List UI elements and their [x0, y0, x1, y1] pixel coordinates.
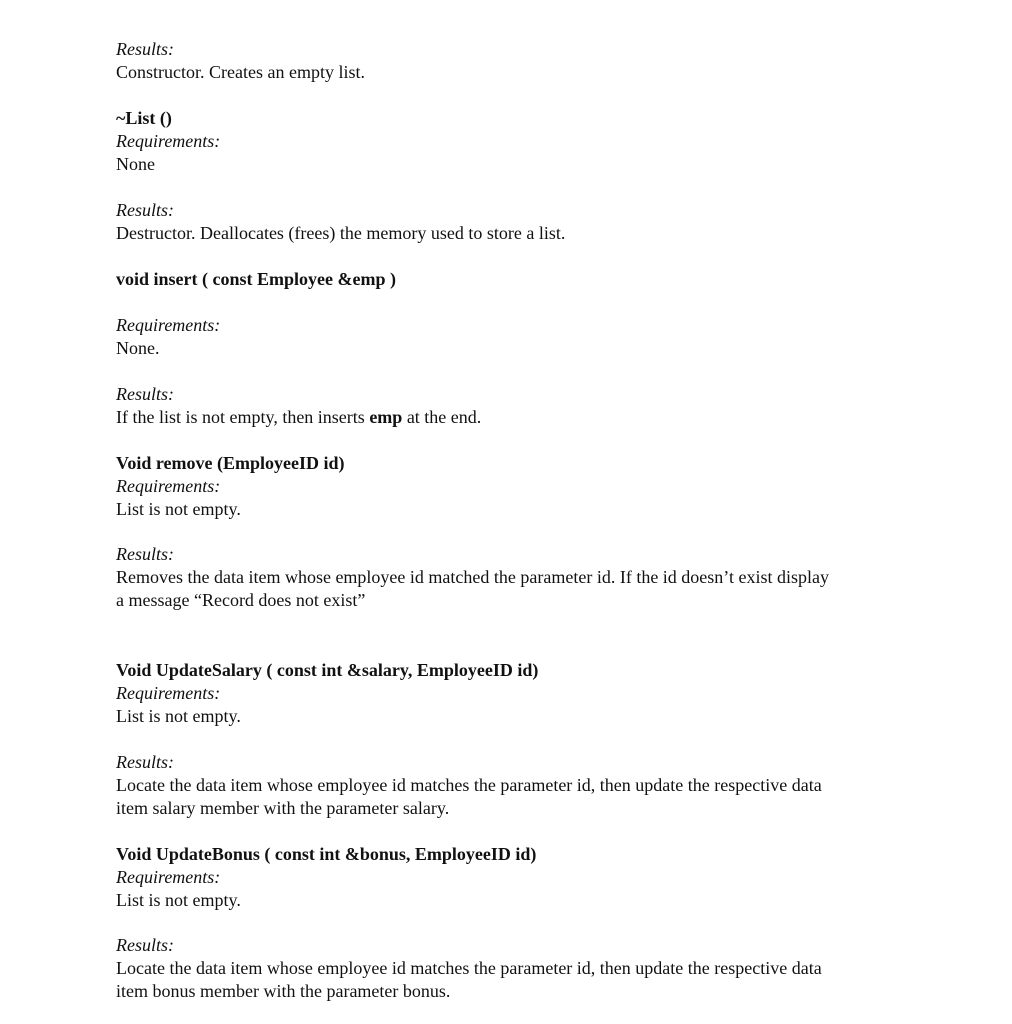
insert-results-text — [116, 406, 481, 429]
update-salary-requirements-label: Requirements: — [116, 683, 221, 703]
insert-requirements-label: Requirements: — [116, 315, 221, 335]
insert-results-emp: emp — [369, 407, 403, 427]
destructor-signature: ~List () — [116, 108, 172, 128]
constructor-results-text: Constructor. Creates an empty list. — [116, 62, 365, 82]
update-salary-results-label: Results: — [116, 752, 174, 772]
update-salary-results-line1: Locate the data item whose employee id matches the parameter id, then update the respective data — [116, 775, 822, 795]
insert-signature: void insert ( const Employee &emp ) — [116, 269, 396, 289]
destructor-requirements-label: Requirements: — [116, 131, 221, 151]
remove-requirements-text: List is not empty. — [116, 499, 241, 519]
document-page — [116, 0, 916, 1024]
update-bonus-signature: Void UpdateBonus ( const int &bonus, EmployeeID id) — [116, 844, 537, 864]
destructor-requirements-text: None — [116, 154, 155, 174]
insert-results-post: at the end. — [402, 407, 482, 427]
remove-requirements-label: Requirements: — [116, 476, 221, 496]
remove-results-label: Results: — [116, 544, 174, 564]
update-bonus-requirements-text: List is not empty. — [116, 890, 241, 910]
remove-results-line1: Removes the data item whose employee id matched the parameter id. If the id doesn’t exist display — [116, 567, 829, 587]
remove-signature: Void remove (EmployeeID id) — [116, 453, 345, 473]
update-bonus-results-line1: Locate the data item whose employee id matches the parameter id, then update the respective data — [116, 958, 822, 978]
update-bonus-requirements-label: Requirements: — [116, 867, 221, 887]
insert-results-pre: If the list is not empty, then inserts — [116, 407, 370, 427]
insert-results-label: Results: — [116, 384, 174, 404]
update-salary-signature: Void UpdateSalary ( const int &salary, EmployeeID id) — [116, 660, 539, 680]
update-bonus-results-line2: item bonus member with the parameter bonus. — [116, 981, 451, 1001]
destructor-results-text: Destructor. Deallocates (frees) the memory used to store a list. — [116, 223, 566, 243]
insert-requirements-text: None. — [116, 338, 160, 358]
update-salary-requirements-text: List is not empty. — [116, 706, 241, 726]
update-salary-results-line2: item salary member with the parameter salary. — [116, 798, 450, 818]
update-bonus-results-label: Results: — [116, 935, 174, 955]
destructor-results-label: Results: — [116, 200, 174, 220]
constructor-results-label: Results: — [116, 39, 174, 59]
remove-results-line2: a message “Record does not exist” — [116, 590, 366, 610]
